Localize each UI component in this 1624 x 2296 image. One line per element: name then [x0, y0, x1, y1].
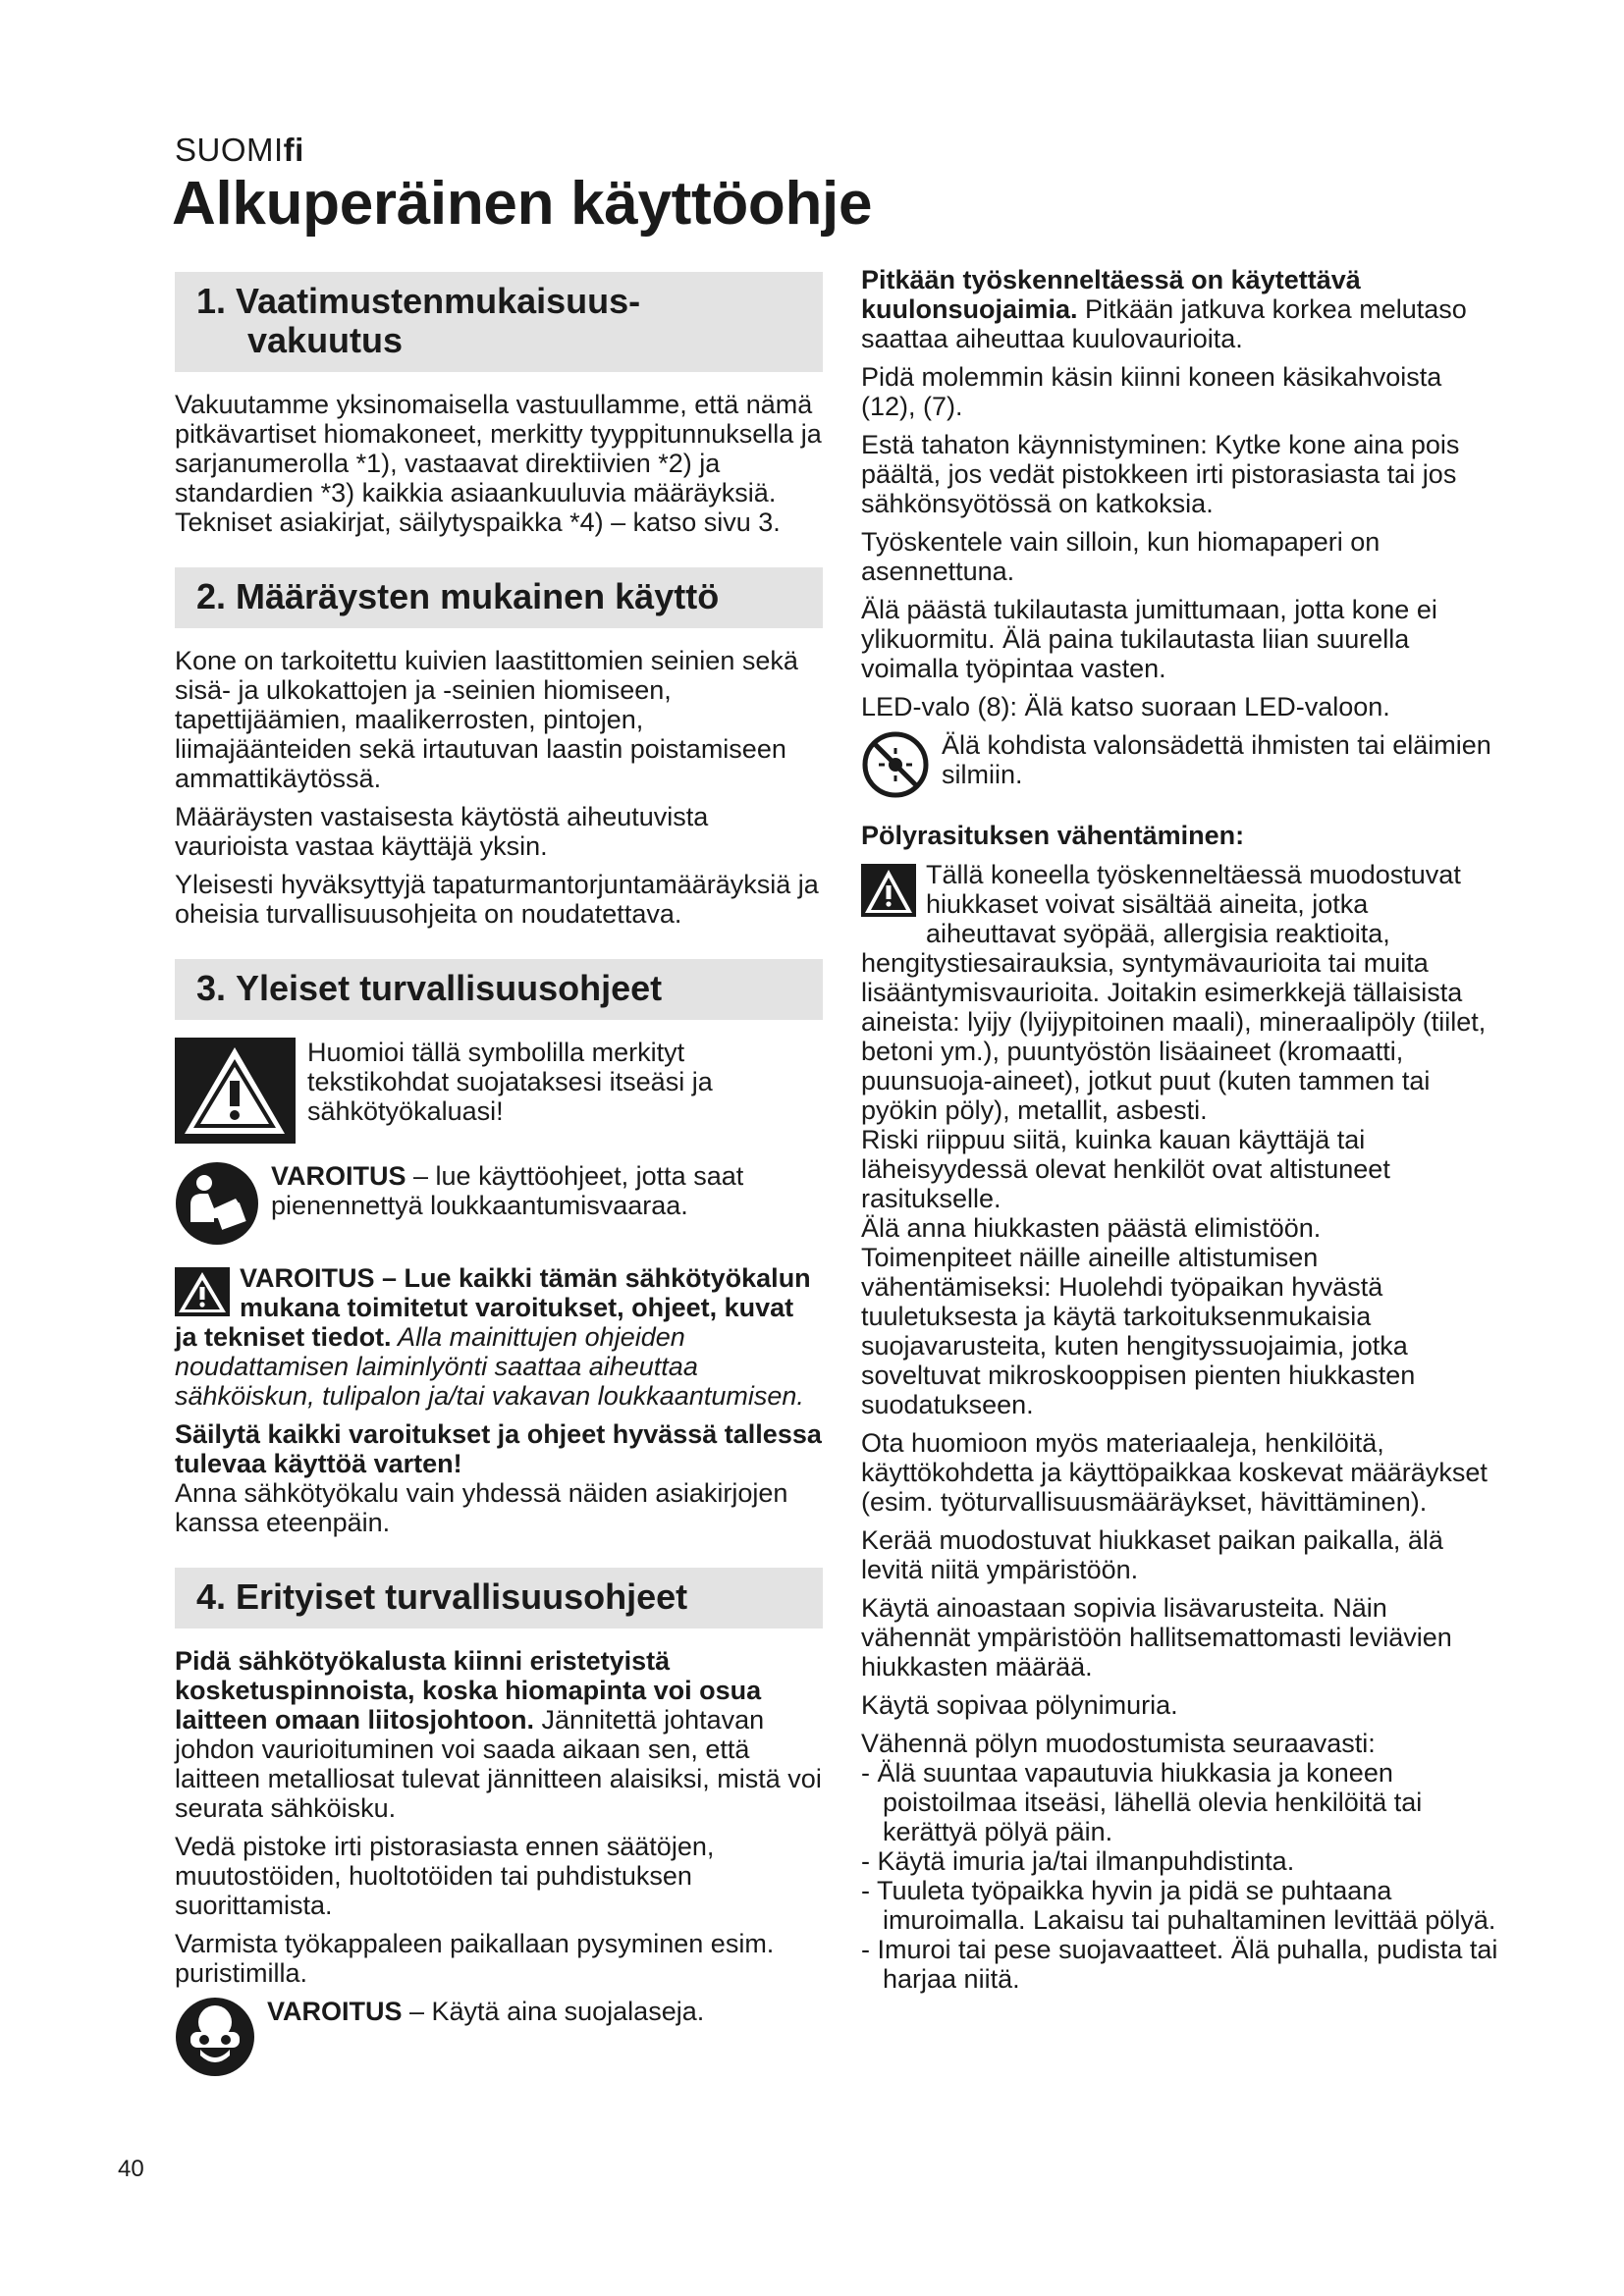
read-manual-warning: VAROITUS – lue käyttöohjeet, jotta saat pienennettyä loukkaantumisvaaraa.: [175, 1161, 823, 1252]
list-item: - Tuuleta työpaikka hyvin ja pidä se puhtaana imuroimalla. Lakaisu tai puhaltaminen levittää pölyä.: [861, 1876, 1496, 1935]
section-3-heading: 3. Yleiset turvallisuusohjeet: [175, 959, 823, 1020]
left-column: [175, 272, 823, 2095]
s4-paragraph-1: Pidä sähkötyökalusta kiinni eristetyistä kosketuspinnoista, koska hiomapinta voi osua laitteen omaan liitosjohtoon. Jännitettä johtavan johdon vaurioituminen voi saada aikaan sen, että laitteen metalliosat tulevat jännitteen alaisiksi, mistä voi seurata sähköisku.: [175, 1646, 822, 1823]
general-warning: VAROITUS – Lue kaikki tämän sähkötyökalun mukana toimitetut varoitukset, ohjeet, kuvat ja tekniset tiedot. Alla mainittujen ohjeiden noudattamisen laiminlyönti saattaa aiheuttaa sähköiskun, tulipalon ja/tai vakavan loukkaantumisen.: [175, 1263, 811, 1411]
s4-paragraph-3: Varmista työkappaleen paikallaan pysyminen esim. puristimilla.: [175, 1929, 775, 1988]
r-paragraph-5: Älä päästä tukilautasta jumittumaan, jotta kone ei ylikuormitu. Älä paina tukilautasta liian suurella voimalla työpintaa vasten.: [861, 595, 1437, 683]
r-paragraph-10: Käytä sopivaa pölynimuria.: [861, 1690, 1178, 1720]
s2-paragraph-3: Yleisesti hyväksyttyjä tapaturmantorjuntamääräyksiä ja oheisia turvallisuusohjeita on noudatettava.: [175, 870, 819, 929]
symbol-note: Huomioi tällä symbolilla merkityt tekstikohdat suojataksesi itseäsi ja sähkötyökaluasi!: [175, 1038, 823, 1149]
r-paragraph-9: Käytä ainoastaan sopivia lisävarusteita. Näin vähennät ympäristöön hallitsemattomasti leviävien hiukkasten määrää.: [861, 1593, 1452, 1682]
dust-heading: Pölyrasituksen vähentäminen:: [861, 821, 1245, 850]
read-manual-icon: [175, 1161, 259, 1252]
warning-triangle-icon: [175, 1038, 296, 1149]
language-label: SUOMIfi: [175, 132, 304, 168]
r-paragraph-4: Työskentele vain silloin, kun hiomapaperi on asennettuna.: [861, 527, 1380, 586]
list-item: - Imuroi tai pese suojavaatteet. Älä puhalla, pudista tai harjaa niitä.: [861, 1935, 1498, 1994]
r-paragraph-3: Estä tahaton käynnistyminen: Kytke kone aina pois päältä, jos vedät pistokkeen irti pistorasiasta tai jos sähkönsyötössä on katkoksia.: [861, 430, 1460, 518]
list-item: - Älä suuntaa vapautuvia hiukkasia ja koneen poistoilmaa itseäsi, lähellä olevia henkilöitä tai kerättyä pölyä päin.: [861, 1758, 1423, 1846]
section-4-heading: 4. Erityiset turvallisuusohjeet: [175, 1568, 823, 1629]
led-note: Älä kohdista valonsädettä ihmisten tai eläimien silmiin.: [861, 730, 1499, 805]
dust-reduction-list: [861, 1758, 1499, 1994]
goggles-warning: VAROITUS – Käytä aina suojalaseja.: [175, 1997, 823, 2083]
s2-paragraph-1: Kone on tarkoitettu kuivien laastittomien seinien sekä sisä- ja ulkokattojen ja -seinien hiomiseen, tapettijäämien, maalikerrosten, pintojen, liimajäänteiden sekä irtautuvan laastin poistamiseen ammattikäytössä.: [175, 646, 798, 793]
s1-paragraph: Vakuutamme yksinomaisella vastuullamme, että nämä pitkävartiset hiomakoneet, merkitty tyyppitunnuksella ja sarjanumerolla *1), vastaavat direktiivien *2) ja standardien *3) kaikkia asiaankuuluvia määräyksiä. Tekniset asiakirjat, säilytyspaikka *4) – katso sivu 3.: [175, 390, 822, 537]
right-column: [861, 265, 1499, 1994]
section-2-heading: 2. Määräysten mukainen käyttö: [175, 567, 823, 628]
keep-instructions: Säilytä kaikki varoitukset ja ohjeet hyvässä tallessa tulevaa käyttöä varten! Anna sähkötyökalu vain yhdessä näiden asiakirjojen kanssa eteenpäin.: [175, 1419, 822, 1537]
section-1-heading: 1. Vaatimustenmukaisuus- vakuutus: [175, 272, 823, 372]
list-item: - Käytä imuria ja/tai ilmanpuhdistinta.: [861, 1846, 1295, 1876]
warning-small-icon: [175, 1267, 230, 1322]
hearing-protection: Pitkään työskenneltäessä on käytettävä kuulonsuojaimia. Pitkään jatkuva korkea melutaso saattaa aiheuttaa kuulovaurioita.: [861, 265, 1467, 353]
r-paragraph-11: Vähennä pölyn muodostumista seuraavasti:: [861, 1729, 1376, 1758]
r-paragraph-2: Pidä molemmin käsin kiinni koneen käsikahvoista (12), (7).: [861, 362, 1442, 421]
r-paragraph-8: Kerää muodostuvat hiukkaset paikan paikalla, älä levitä niitä ympäristöön.: [861, 1525, 1443, 1584]
s4-paragraph-2: Vedä pistoke irti pistorasiasta ennen säätöjen, muutostöiden, huoltotöiden tai puhdistuksen suorittamista.: [175, 1832, 715, 1920]
dust-paragraph-2: Riski riippuu siitä, kuinka kauan käyttäjä tai läheisyydessä olevat henkilöt ovat altistuneet rasitukselle.: [861, 1125, 1390, 1213]
s2-paragraph-2: Määräysten vastaisesta käytöstä aiheutuvista vaurioista vastaa käyttäjä yksin.: [175, 802, 709, 861]
no-laser-eye-icon: [861, 730, 930, 805]
r-paragraph-6: LED-valo (8): Älä katso suoraan LED-valoon.: [861, 692, 1390, 721]
dust-paragraph-1: Tällä koneella työskenneltäessä muodostuvat hiukkaset voivat sisältää aineita, jotka aiheuttavat syöpää, allergisia reaktioita, hengitystiesairauksia, syntymävaurioita tai muita lisääntymisvaurioita. Joitakin esimerkkejä tällaisista aineista: lyijy (lyijypitoinen maali), mineraalipöly (tiilet, betoni ym.), puuntyöstön lisäaineet (kromaatti, puunsuoja-aineet), jotkut puut (kuten tammen tai pyökin pöly), metallit, asbesti.: [861, 860, 1487, 1125]
safety-goggles-icon: [175, 1997, 255, 2083]
page-title: Alkuperäinen käyttöohje: [172, 170, 873, 238]
dust-paragraph-3: Älä anna hiukkasten päästä elimistöön.: [861, 1213, 1322, 1243]
r-paragraph-7: Ota huomioon myös materiaaleja, henkilöitä, käyttökohdetta ja käyttöpaikkaa koskevat määräykset (esim. työturvallisuusmääräykset, hävittäminen).: [861, 1428, 1488, 1517]
dust-paragraph-4: Toimenpiteet näille aineille altistumisen vähentämiseksi: Huolehdi työpaikan hyvästä tuuletuksesta ja käytä tarkoituksenmukaisia suojavarusteita, kuten hengityssuojaimia, jotka soveltuvat mikroskooppisen pienten hiukkasten suodatukseen.: [861, 1243, 1416, 1419]
page-number: 40: [118, 2156, 144, 2182]
warning-small-icon: [861, 864, 916, 923]
